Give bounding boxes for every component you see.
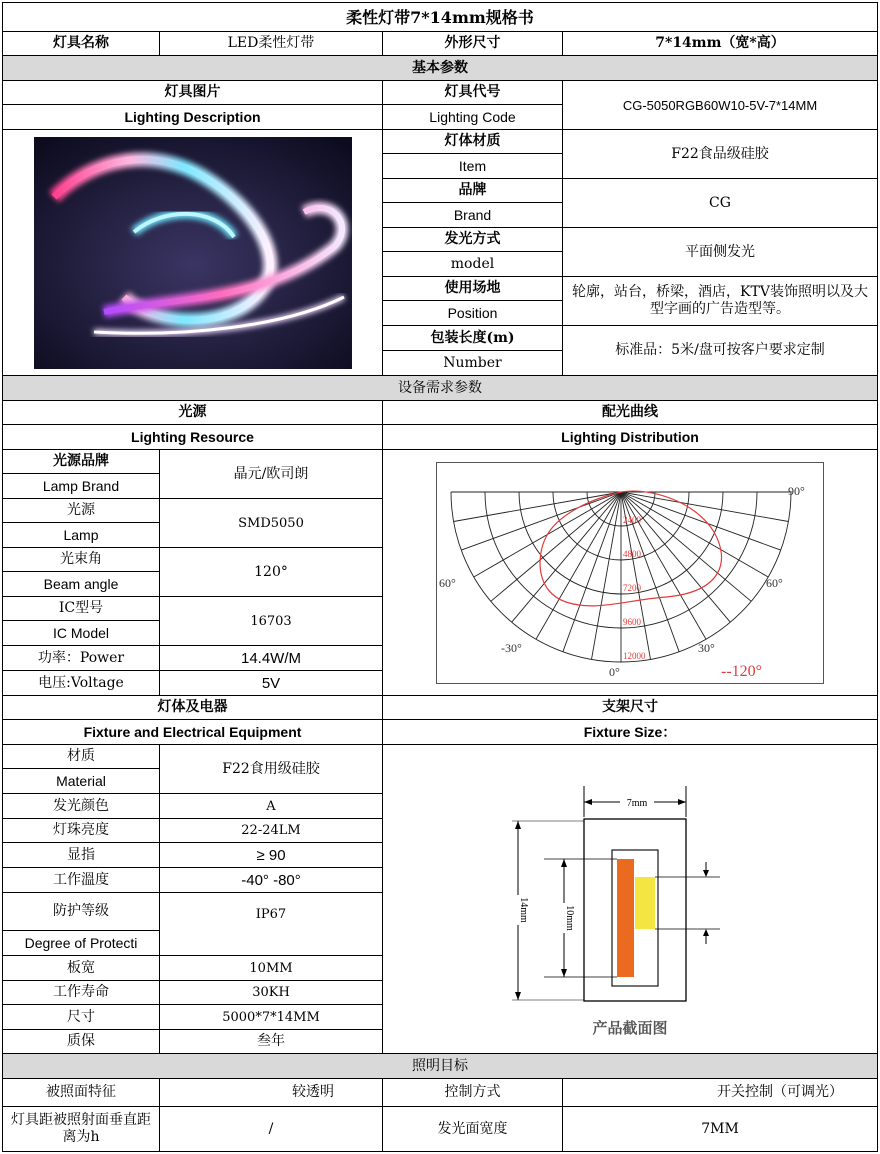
- fixture-size-en: Fixture Size：: [382, 719, 878, 745]
- ring-label-1: 2400: [623, 514, 641, 525]
- ic-model-en: IC Model: [2, 620, 160, 646]
- param-value-item: F22食品级硅胶: [562, 129, 878, 179]
- param-cn-model: 发光方式: [382, 227, 563, 252]
- fixture-en: Fixture and Electrical Equipment: [2, 719, 383, 745]
- cri-value: ≥ 90: [159, 842, 383, 868]
- polar-cell: [382, 449, 878, 696]
- beam-angle-en: Beam angle: [2, 571, 160, 597]
- lamp-brand-en: Lamp Brand: [2, 473, 160, 499]
- name-label: 灯具名称: [2, 31, 160, 56]
- drawing-caption: 产品截面图: [592, 1021, 668, 1037]
- param-value-number: 标准品：5米/盘可按客户要求定制: [562, 325, 878, 376]
- board-width-value: 10MM: [159, 955, 383, 981]
- color-label: 发光颜色: [2, 793, 160, 819]
- polar-diagram: [436, 462, 824, 684]
- angle-60-right: 60°: [766, 575, 783, 590]
- lamp-brand-cn: 光源品牌: [2, 449, 160, 474]
- temperature-label: 工作溫度: [2, 867, 160, 893]
- cri-label: 显指: [2, 842, 160, 868]
- param-value-position: 轮廓，站台，桥梁，酒店，KTV装饰照明以及大型字画的广告造型等。: [562, 276, 878, 326]
- doc-title: 柔性灯带7*14mm规格书: [2, 2, 878, 32]
- ip-value: IP67: [159, 892, 383, 956]
- warranty-label: 质保: [2, 1029, 160, 1054]
- temperature-value: -40° -80°: [159, 867, 383, 893]
- distance-value: /: [159, 1106, 383, 1152]
- angle-60-left: 60°: [439, 575, 456, 590]
- param-en-number: Number: [382, 350, 563, 376]
- led-strip-photo: [34, 137, 352, 369]
- param-en-model: model: [382, 251, 563, 277]
- inner-dimension: 10mm: [564, 905, 575, 931]
- param-en-brand: Brand: [382, 202, 563, 228]
- photo-cell: [2, 129, 383, 376]
- width-dimension: 7mm: [626, 798, 648, 809]
- param-en-item: Item: [382, 153, 563, 179]
- param-cn-brand: 品牌: [382, 178, 563, 203]
- cross-section-cell: [382, 744, 878, 1054]
- material-en: Material: [2, 768, 160, 794]
- angle-90: 90°: [788, 483, 805, 498]
- angle-0: 0°: [609, 664, 620, 679]
- param-cn-position: 使用场地: [382, 276, 563, 301]
- lifetime-label: 工作寿命: [2, 980, 160, 1005]
- ip-label-en: Degree of Protecti: [2, 930, 160, 956]
- color-value: A: [159, 793, 383, 819]
- ring-label-5: 12000: [623, 650, 646, 661]
- height-dimension: 14mm: [518, 897, 529, 923]
- warranty-value: 叁年: [159, 1029, 383, 1054]
- lamp-cn: 光源: [2, 498, 160, 523]
- fixture-cn: 灯体及电器: [2, 695, 383, 720]
- emit-width-label: 发光面宽度: [382, 1106, 563, 1152]
- ic-model-cn: IC型号: [2, 596, 160, 621]
- lighting-distribution-cn: 配光曲线: [382, 400, 878, 425]
- param-cn-number: 包装长度(m): [382, 325, 563, 351]
- ring-label-3: 7200: [623, 582, 641, 593]
- basic-header: 基本参数: [2, 55, 878, 81]
- brightness-label: 灯珠亮度: [2, 818, 160, 843]
- emit-width-value: 7MM: [562, 1106, 878, 1152]
- lighting-resource-en: Lighting Resource: [2, 424, 383, 450]
- lifetime-value: 30KH: [159, 980, 383, 1005]
- material-value: F22食用级硅胶: [159, 744, 383, 794]
- pic-label-cn: 灯具图片: [2, 80, 383, 105]
- equip-header: 设备需求参数: [2, 375, 878, 401]
- ip-label-cn: 防护等级: [2, 892, 160, 931]
- led-board: [617, 859, 634, 977]
- cross-section-drawing: [480, 759, 780, 1039]
- lamp-en: Lamp: [2, 522, 160, 548]
- control-value: 开关控制（可调光）: [562, 1078, 878, 1107]
- ring-label-2: 4800: [623, 548, 641, 559]
- voltage-label: 电压:Voltage: [2, 670, 160, 696]
- param-cn-item: 灯体材质: [382, 129, 563, 154]
- size-label: 外形尺寸: [382, 31, 563, 56]
- brightness-value: 22-24LM: [159, 818, 383, 843]
- target-header: 照明目标: [2, 1053, 878, 1079]
- control-label: 控制方式: [382, 1078, 563, 1107]
- param-en-code: Lighting Code: [382, 104, 563, 130]
- beam-angle-value: 120°: [159, 547, 383, 597]
- size-value: 7*14mm（宽*高）: [562, 31, 878, 56]
- power-value: 14.4W/M: [159, 645, 383, 671]
- angle-30-right: 30°: [698, 640, 715, 655]
- param-en-position: Position: [382, 300, 563, 326]
- fixture-size-cn: 支架尺寸: [382, 695, 878, 720]
- param-value-code: CG-5050RGB60W10-5V-7*14MM: [562, 80, 878, 130]
- beam-angle-cn: 光束角: [2, 547, 160, 572]
- angle-30-left: -30°: [501, 640, 522, 655]
- name-value: LED柔性灯带: [159, 31, 383, 56]
- power-label: 功率：Power: [2, 645, 160, 671]
- param-value-model: 平面侧发光: [562, 227, 878, 277]
- light-window: [635, 877, 655, 929]
- param-value-brand: CG: [562, 178, 878, 228]
- lamp-value: SMD5050: [159, 498, 383, 548]
- surface-label: 被照面特征: [2, 1078, 160, 1107]
- dimension-value: 5000*7*14MM: [159, 1004, 383, 1030]
- lighting-distribution-en: Lighting Distribution: [382, 424, 878, 450]
- lighting-resource-cn: 光源: [2, 400, 383, 425]
- param-cn-code: 灯具代号: [382, 80, 563, 105]
- voltage-value: 5V: [159, 670, 383, 696]
- ic-model-value: 16703: [159, 596, 383, 646]
- surface-value: 较透明: [159, 1078, 383, 1107]
- ring-label-4: 9600: [623, 616, 641, 627]
- board-width-label: 板宽: [2, 955, 160, 981]
- lamp-brand-value: 晶元/欧司朗: [159, 449, 383, 499]
- dimension-label: 尺寸: [2, 1004, 160, 1030]
- material-cn: 材质: [2, 744, 160, 769]
- pic-label-en: Lighting Description: [2, 104, 383, 130]
- beam-angle-annotation: --120°: [721, 662, 763, 680]
- distance-label: 灯具距被照射面垂直距离为h: [2, 1106, 160, 1152]
